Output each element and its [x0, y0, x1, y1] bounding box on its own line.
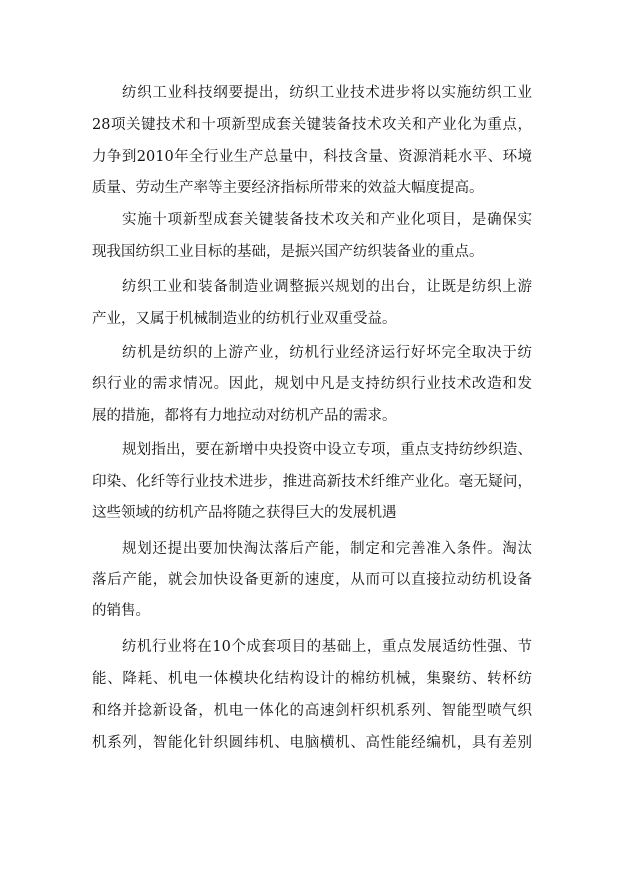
- text-line: 纺机是纺织的上游产业，纺机行业经济运行好坏完全取决于纺: [122, 345, 532, 361]
- text-line: 织行业的需求情况。因此，规划中凡是支持纺织行业技术改造和发: [92, 376, 532, 392]
- text-line: 纺织工业和装备制造业调整振兴规划的出台，让既是纺织上游: [122, 279, 532, 295]
- text-line: 产业，又属于机械制造业的纺机行业双重受益。: [92, 311, 397, 327]
- text-line: 质量、劳动生产率等主要经济指标所带来的效益大幅度提高。: [92, 180, 484, 196]
- text-line: 能、降耗、机电一体模块化结构设计的棉纺机械，集聚纺、转杯纺: [92, 671, 532, 687]
- text-line: 纺机行业将在10个成套项目的基础上，重点发展适纺性强、节: [122, 639, 532, 655]
- text-line: 纺织工业科技纲要提出，纺织工业技术进步将以实施纺织工业: [122, 85, 532, 101]
- text-line: 力争到2010年全行业生产总量中，科技含量、资源消耗水平、环境: [92, 149, 532, 165]
- text-line: 规划还提出要加快淘汰落后产能，制定和完善准入条件。淘汰: [122, 541, 532, 557]
- text-line: 落后产能，就会加快设备更新的速度，从而可以直接拉动纺机设备: [92, 572, 532, 588]
- text-line: 规划指出，要在新增中央投资中设立专项，重点支持纺纱织造、: [122, 442, 532, 458]
- text-line: 这些领域的纺机产品将随之获得巨大的发展机遇: [92, 505, 397, 521]
- text-line: 的销售。: [92, 603, 150, 619]
- text-line: 实施十项新型成套关键装备技术攻关和产业化项目，是确保实: [122, 212, 532, 228]
- text-line: 28项关键技术和十项新型成套关键装备技术攻关和产业化为重点，: [92, 117, 532, 133]
- text-line: 印染、化纤等行业技术进步，推进高新技术纤维产业化。毫无疑问，: [92, 474, 532, 490]
- text-line: 和络并捻新设备，机电一体化的高速剑杆织机系列、智能型喷气织: [92, 703, 532, 719]
- text-line: 机系列，智能化针织圆纬机、电脑横机、高性能经编机，具有差别: [92, 735, 532, 751]
- text-line: 现我国纺织工业目标的基础，是振兴国产纺织装备业的重点。: [92, 244, 484, 260]
- text-line: 展的措施，都将有力地拉动对纺机产品的需求。: [92, 408, 397, 424]
